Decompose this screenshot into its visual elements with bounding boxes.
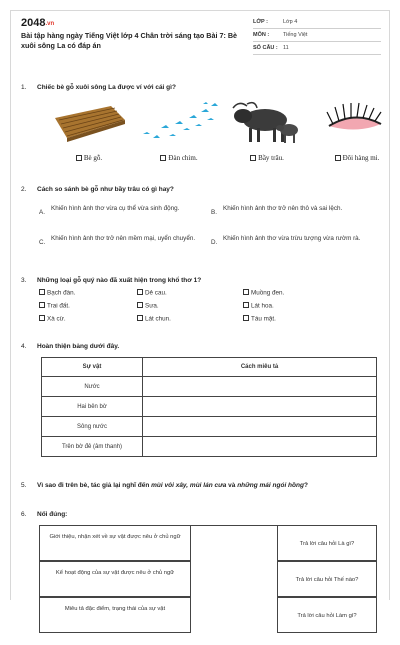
checkbox[interactable]	[243, 302, 249, 308]
table-row	[42, 397, 377, 417]
match-left-item[interactable]: Giới thiệu, nhận xét về sự vật được nêu ở chủ ngữ	[39, 525, 191, 561]
meta-key: MÔN :	[253, 32, 270, 38]
option-label: Đàn chim.	[168, 154, 198, 162]
answer-cell[interactable]	[143, 397, 377, 417]
table-row	[42, 437, 377, 457]
page-title: Bài tập hàng ngày Tiếng Việt lớp 4 Chân trời sáng tạo Bài 7: Bè xuôi sông La có đáp án	[21, 31, 238, 50]
option-label: Bạch đàn.	[47, 289, 76, 297]
checkbox[interactable]	[243, 289, 249, 295]
question-2	[21, 186, 381, 266]
worksheet-page	[10, 10, 390, 619]
bird-flock-icon	[139, 98, 219, 146]
match-right-item[interactable]: Trả lời câu hỏi Thế nào?	[277, 561, 377, 597]
option-letter: A.	[39, 209, 45, 216]
option-text: Khiến hình ảnh thơ vừa trừu tượng vừa rườm rà.	[223, 235, 361, 242]
answer-cell[interactable]	[143, 417, 377, 437]
question-text: Hoàn thiện bảng dưới đây.	[37, 343, 120, 350]
option-letter: C.	[39, 239, 46, 246]
option-3-8[interactable]	[137, 315, 171, 323]
match-right-item[interactable]: Trả lời câu hỏi Làm gì?	[277, 597, 377, 633]
option-label: Táu mật.	[251, 315, 276, 323]
option-3-3[interactable]	[243, 289, 284, 297]
column-header: Cách miêu tả	[143, 358, 377, 377]
text-italic: mùi vôi xây, mùi lán cưa	[151, 482, 227, 489]
option-label: Dẻ cau.	[145, 289, 167, 297]
option-3-7[interactable]	[39, 315, 66, 323]
match-connector-area[interactable]	[191, 525, 277, 645]
match-left-item[interactable]: Miêu tả đặc điểm, trạng thái của sự vật	[39, 597, 191, 633]
option-letter: D.	[211, 239, 218, 246]
description-table	[41, 357, 377, 457]
checkbox[interactable]	[250, 155, 256, 161]
question-text: Những loại gỗ quý nào đã xuất hiện trong khổ thơ 1?	[37, 277, 202, 284]
question-text: Nối đúng:	[37, 511, 68, 518]
option-2d[interactable]	[211, 234, 381, 256]
question-number: 6.	[21, 511, 27, 518]
text-part: và	[226, 482, 238, 489]
option-text: Khiến hình ảnh thơ trở nên thô và sai lệch.	[223, 205, 343, 212]
question-1	[21, 84, 381, 174]
option-1c[interactable]	[227, 154, 307, 162]
option-label: Sưa.	[145, 302, 159, 310]
meta-row-subject	[253, 29, 381, 42]
checkbox[interactable]	[39, 289, 45, 295]
question-text: Chiếc bè gỗ xuôi sông La được ví với cái gì?	[37, 84, 176, 91]
wood-raft-icon	[49, 98, 129, 146]
answer-cell[interactable]	[143, 377, 377, 397]
option-text: Khiến hình ảnh thơ vừa cụ thể vừa sinh động.	[51, 205, 180, 212]
checkbox[interactable]	[137, 302, 143, 308]
match-left-item[interactable]: Kể hoạt động của sự vật được nêu ở chủ ngữ	[39, 561, 191, 597]
option-3-1[interactable]	[39, 289, 75, 297]
eyelash-icon	[317, 98, 397, 146]
checkbox[interactable]	[137, 289, 143, 295]
option-3-9[interactable]	[243, 315, 276, 323]
question-number: 4.	[21, 343, 27, 350]
question-3	[21, 277, 381, 337]
option-label: Xà cừ.	[47, 315, 66, 323]
worksheet-header	[11, 11, 389, 61]
question-text	[37, 482, 308, 489]
answer-cell[interactable]	[143, 437, 377, 457]
option-label: Muồng đen.	[251, 289, 285, 297]
option-3-2[interactable]	[137, 289, 167, 297]
option-2a[interactable]	[39, 204, 209, 226]
table-cell: Trên bờ đê (âm thanh)	[42, 437, 143, 457]
option-label: Bầy trâu.	[258, 154, 284, 162]
option-label: Trai đất.	[47, 302, 70, 310]
option-text: Khiến hình ảnh thơ trở nên mềm mại, uyển chuyển.	[51, 235, 196, 242]
question-6	[21, 511, 381, 619]
option-letter: B.	[211, 209, 217, 216]
question-text: Cách so sánh bè gỗ như bầy trâu có gì hay?	[37, 186, 174, 193]
meta-row-grade	[253, 16, 381, 29]
option-1d[interactable]	[317, 154, 397, 162]
option-label: Bè gỗ.	[83, 154, 103, 162]
table-header-row	[42, 358, 377, 377]
column-header: Sự vật	[42, 358, 143, 377]
question-number: 1.	[21, 84, 27, 91]
meta-panel	[253, 16, 381, 55]
text-part: ?	[303, 482, 308, 489]
meta-value: 11	[283, 45, 289, 51]
option-1a[interactable]	[49, 154, 129, 162]
meta-value: Lớp 4	[283, 19, 298, 25]
option-3-5[interactable]	[137, 302, 159, 310]
matching-grid	[39, 525, 379, 645]
meta-key: SỐ CÂU :	[253, 45, 278, 51]
option-3-4[interactable]	[39, 302, 70, 310]
option-label: Lát chun.	[145, 315, 171, 323]
match-right-item[interactable]: Trả lời câu hỏi Là gì?	[277, 525, 377, 561]
table-cell: Hai bên bờ	[42, 397, 143, 417]
option-3-6[interactable]	[243, 302, 274, 310]
site-logo[interactable]: 2048.vn	[21, 17, 55, 29]
option-1b[interactable]	[139, 154, 219, 162]
option-label: Đôi hàng mi.	[342, 154, 380, 162]
question-4	[21, 343, 381, 473]
text-italic: những mái ngói hồng	[237, 482, 304, 489]
question-5	[21, 482, 381, 498]
question-number: 3.	[21, 277, 27, 284]
option-label: Lát hoa.	[251, 302, 274, 310]
table-row	[42, 377, 377, 397]
text-part: Vì sao đi trên bè, tác giả lại nghĩ đến	[37, 482, 152, 489]
checkbox[interactable]	[243, 315, 249, 321]
checkbox[interactable]	[160, 155, 166, 161]
meta-key: LỚP :	[253, 19, 268, 25]
checkbox[interactable]	[39, 302, 45, 308]
meta-row-count	[253, 42, 381, 55]
checkbox[interactable]	[137, 315, 143, 321]
option-2c[interactable]	[39, 234, 209, 256]
question-number: 2.	[21, 186, 27, 193]
table-cell: Sông nước	[42, 417, 143, 437]
option-2b[interactable]	[211, 204, 381, 226]
buffalo-herd-icon	[227, 98, 307, 146]
checkbox[interactable]	[39, 315, 45, 321]
checkbox[interactable]	[76, 155, 82, 161]
table-cell: Nước	[42, 377, 143, 397]
checkbox[interactable]	[335, 155, 341, 161]
table-row	[42, 417, 377, 437]
question-number: 5.	[21, 482, 27, 489]
meta-value: Tiếng Việt	[283, 32, 308, 38]
